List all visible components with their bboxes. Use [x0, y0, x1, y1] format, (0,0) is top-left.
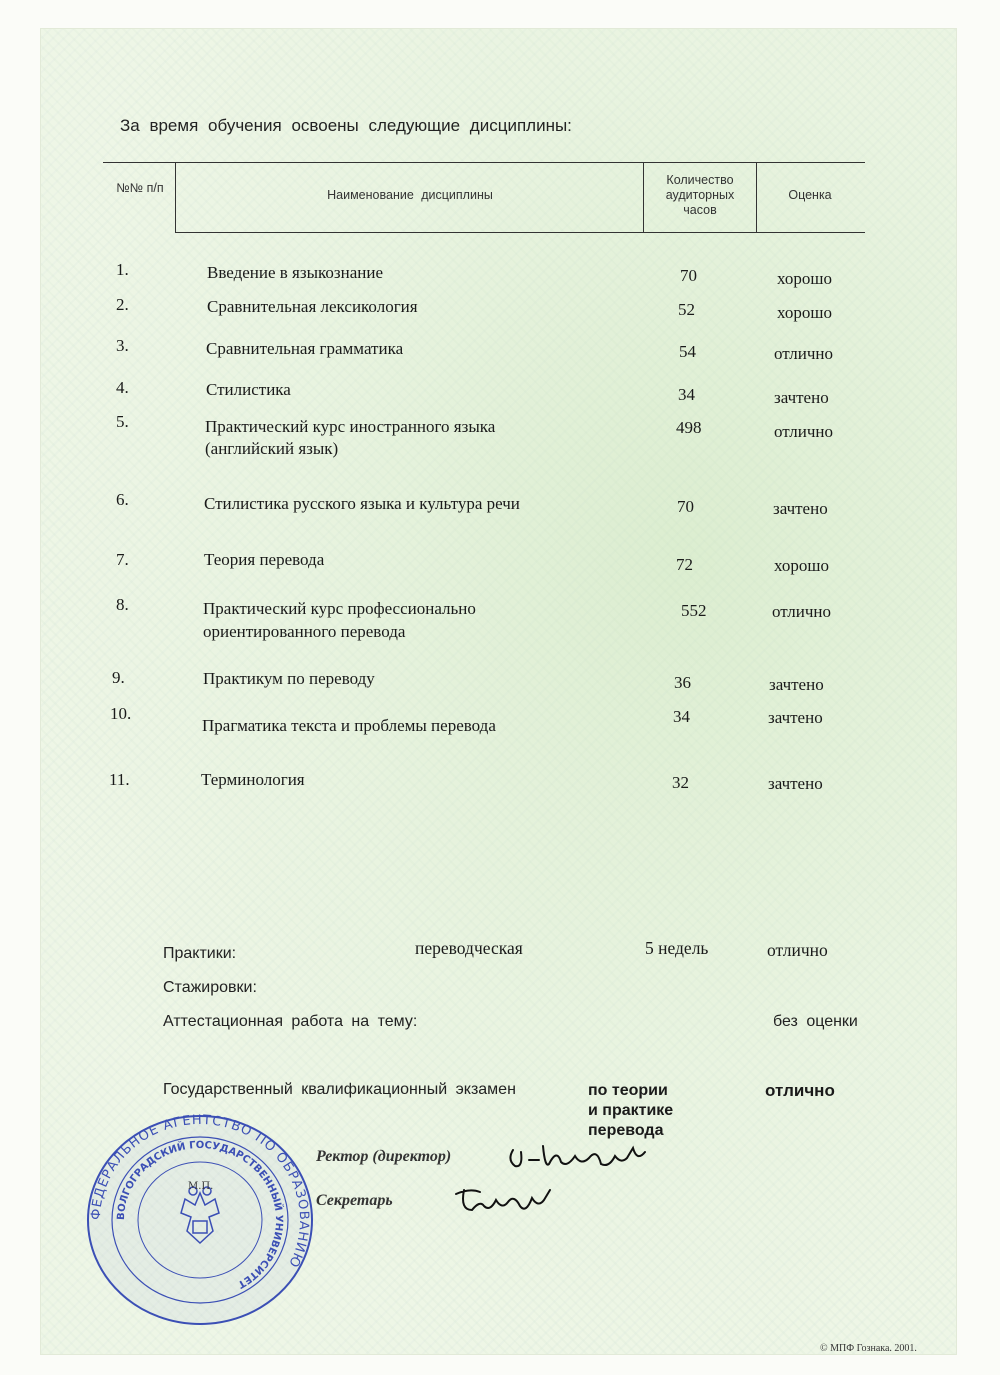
row-hours: 32: [672, 773, 689, 792]
header-hours: Количество аудиторных часов: [665, 173, 735, 217]
table-col-divider: [643, 162, 644, 232]
seal-outer-text: ФЕДЕРАЛЬНОЕ АГЕНТСТВО ПО ОБРАЗОВАНИЮ: [88, 1113, 312, 1270]
row-discipline: Стилистика русского языка и культура речи: [204, 494, 520, 513]
practice-grade: отлично: [767, 940, 828, 960]
row-discipline: Прагматика текста и проблемы перевода: [202, 716, 496, 735]
row-hours: 70: [680, 266, 697, 285]
row-discipline: Введение в языкознание: [207, 263, 384, 282]
exam-subject: [588, 1081, 673, 1141]
row-grade: отлично: [772, 602, 832, 621]
row-discipline-continued: (английский язык): [205, 439, 339, 458]
row-hours: 552: [681, 601, 707, 620]
exam-label: Государственный квалификационный экзамен: [163, 1081, 516, 1098]
row-hours: 36: [674, 673, 691, 692]
row-hours: 34: [678, 385, 695, 404]
header-grade: Оценка: [788, 188, 832, 202]
row-discipline: Практический курс иностранного языка: [205, 417, 496, 436]
row-number: 5.: [116, 412, 129, 431]
seal-mp-mark: М.П.: [188, 1181, 214, 1192]
row-grade: хорошо: [777, 269, 832, 288]
row-number: 4.: [116, 378, 129, 397]
printer-imprint: © МПФ Гознака. 2001.: [820, 1343, 917, 1354]
intro-text: За время обучения освоены следующие дисциплины:: [120, 116, 572, 135]
row-hours: 70: [677, 497, 694, 516]
exam-grade: отлично: [765, 1081, 835, 1100]
row-grade: отлично: [774, 422, 834, 441]
table-col-divider: [175, 162, 176, 232]
row-hours: 72: [676, 555, 693, 574]
row-hours: 34: [673, 707, 690, 726]
header-discipline: Наименование дисциплины: [327, 188, 493, 202]
practice-duration: 5 недель: [645, 938, 709, 958]
exam-subject-line: и практике: [588, 1102, 674, 1119]
table-top-rule: [103, 162, 865, 163]
row-number: 1.: [116, 260, 129, 279]
table-col-divider: [756, 162, 757, 232]
row-grade: хорошо: [774, 556, 829, 575]
exam-subject-line: по теории: [588, 1082, 668, 1099]
practice-label: Практики:: [163, 945, 237, 962]
row-number: 9.: [112, 668, 125, 687]
row-discipline: Практический курс профессионально: [203, 599, 476, 618]
row-hours: 54: [679, 342, 696, 361]
secretary-signature: [450, 1180, 560, 1220]
row-number: 6.: [116, 490, 129, 509]
row-grade: хорошо: [777, 303, 832, 322]
row-discipline: Стилистика: [206, 380, 291, 399]
row-discipline: Практикум по переводу: [203, 669, 375, 688]
row-grade: зачтено: [769, 675, 824, 694]
row-discipline-continued: ориентированного перевода: [203, 622, 406, 641]
secretary-label: Секретарь: [316, 1192, 393, 1209]
header-number: №№ п/п: [116, 181, 164, 195]
row-discipline: Сравнительная грамматика: [206, 339, 404, 358]
table-header-rule: [175, 232, 865, 233]
rector-signature: [505, 1138, 655, 1178]
row-grade: зачтено: [774, 388, 829, 407]
thesis-label: Аттестационная работа на тему:: [163, 1013, 418, 1030]
thesis-grade: без оценки: [773, 1013, 858, 1030]
row-discipline: Теория перевода: [204, 550, 325, 569]
row-number: 8.: [116, 595, 129, 614]
row-number: 2.: [116, 295, 129, 314]
row-hours: 52: [678, 300, 695, 319]
row-number: 10.: [110, 704, 132, 723]
exam-subject-line: перевода: [588, 1122, 664, 1139]
practice-type: переводческая: [415, 938, 523, 958]
row-number: 7.: [116, 550, 129, 569]
row-number: 3.: [116, 336, 129, 355]
row-discipline: Сравнительная лексикология: [207, 297, 418, 316]
row-grade: зачтено: [768, 708, 823, 727]
university-seal: [85, 1113, 315, 1328]
seal-inner-text: ВОЛГОГРАДСКИЙ ГОСУДАРСТВЕННЫЙ УНИВЕРСИТЕТ: [115, 1139, 285, 1290]
row-discipline: Терминология: [201, 770, 305, 789]
rector-label: Ректор (директор): [316, 1148, 452, 1165]
row-number: 11.: [109, 770, 130, 789]
row-grade: зачтено: [768, 774, 823, 793]
row-grade: зачтено: [773, 499, 828, 518]
row-hours: 498: [676, 418, 702, 437]
row-grade: отлично: [774, 344, 834, 363]
internship-label: Стажировки:: [163, 979, 257, 996]
